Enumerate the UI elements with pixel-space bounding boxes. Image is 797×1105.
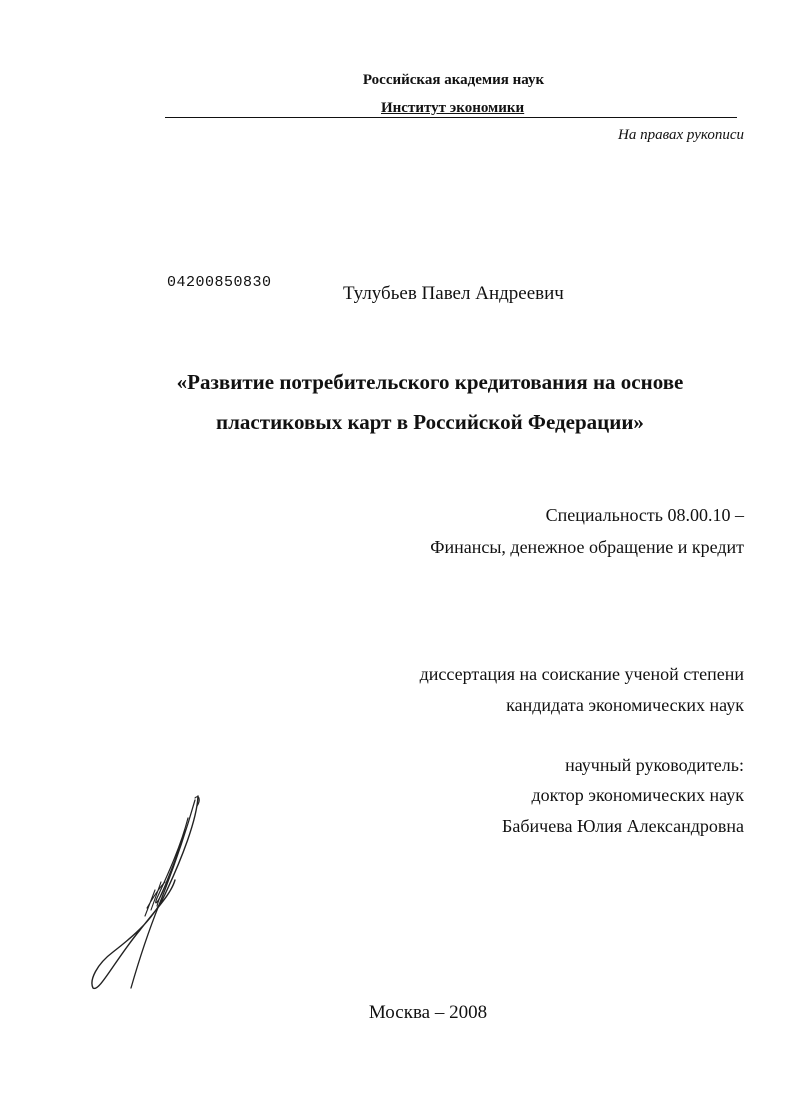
academy-name: Российская академия наук <box>362 72 545 88</box>
institute-name: Институт экономики <box>381 100 525 116</box>
supervisor-degree: доктор экономических наук <box>531 785 744 805</box>
registration-code: 04200850830 <box>167 274 272 291</box>
supervisor-label: научный руководитель: <box>565 755 744 775</box>
dissertation-title <box>0 362 797 442</box>
supervisor-name: Бабичева Юлия Александровна <box>502 816 744 836</box>
rights-note: На правах рукописи <box>618 127 744 143</box>
title-line-1: «Развитие потребительского кредитования на основе <box>176 370 684 394</box>
signature-icon <box>85 790 210 995</box>
specialty-code: Специальность 08.00.10 – <box>545 505 744 525</box>
city-year: Москва – 2008 <box>368 1002 488 1023</box>
author-name: Тулубьев Павел Андреевич <box>343 283 564 304</box>
degree-line-1: диссертация на соискание ученой степени <box>419 664 744 684</box>
specialty-name: Финансы, денежное обращение и кредит <box>430 537 744 557</box>
title-line-2: пластиковых карт в Российской Федерации» <box>216 410 644 434</box>
degree-line-2: кандидата экономических наук <box>506 695 744 715</box>
